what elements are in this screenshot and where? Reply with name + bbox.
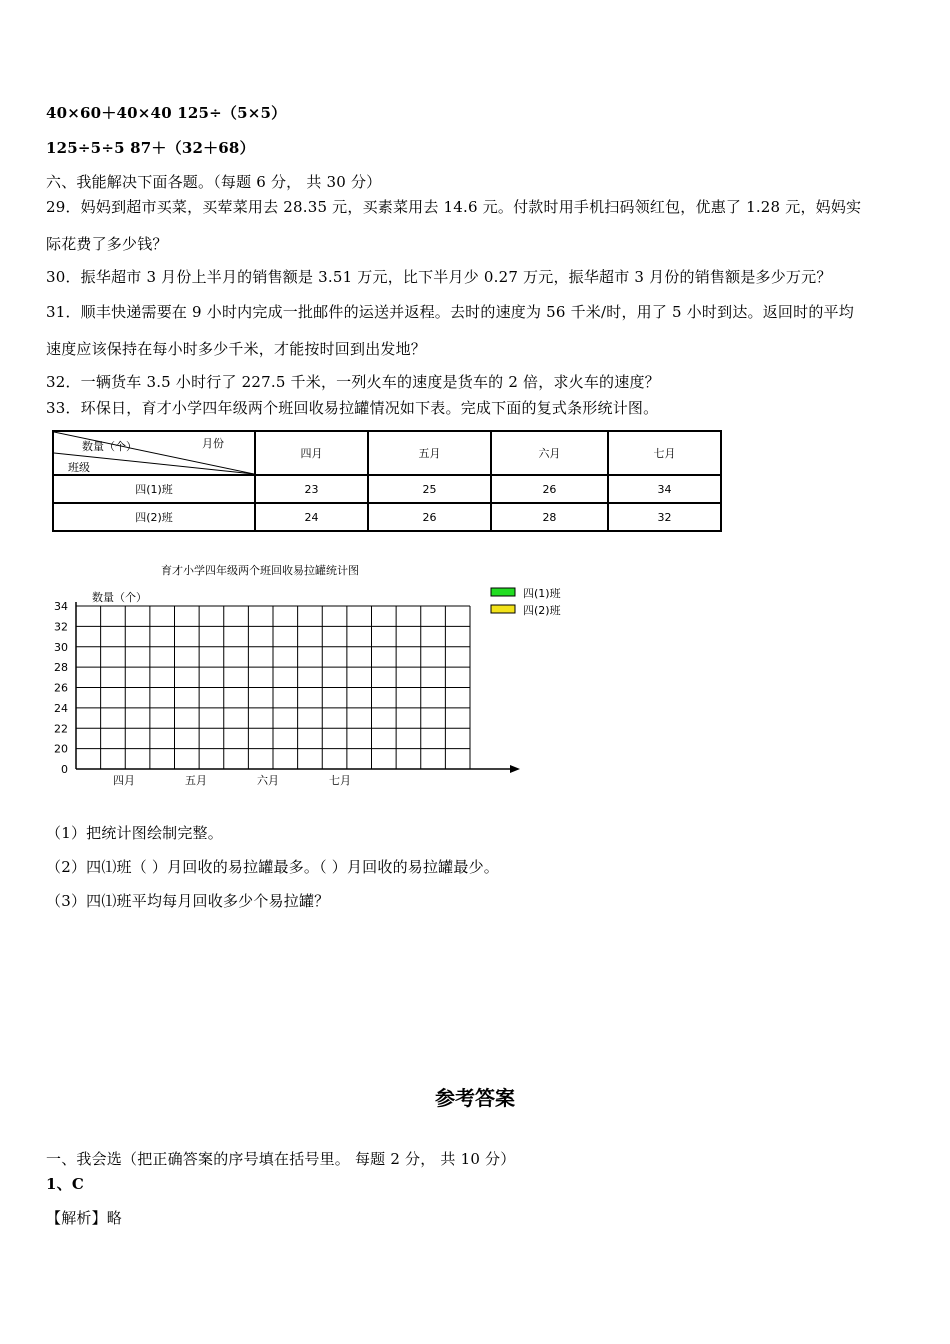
sub-question-1: （1）把统计图绘制完整。 <box>46 824 223 842</box>
question-30: 30．振华超市 3 月份上半月的销售额是 3.51 万元，比下半月少 0.27 万元，振华超市 3 月份的销售额是多少万元？ <box>46 268 832 286</box>
y-tick-label: 30 <box>54 640 68 654</box>
header-month-cell: 四月 <box>255 431 368 475</box>
y-tick-label: 32 <box>54 620 68 634</box>
table-cell: 26 <box>368 503 491 531</box>
legend-swatch <box>491 588 515 596</box>
x-tick-label: 六月 <box>257 774 279 787</box>
question-33: 33．环保日，育才小学四年级两个班回收易拉罐情况如下表。完成下面的复式条形统计图。 <box>46 399 659 417</box>
answer-analysis: 【解析】略 <box>46 1209 123 1227</box>
chart-title: 育才小学四年级两个班回收易拉罐统计图 <box>161 564 359 577</box>
table-row <box>53 503 721 531</box>
sub-question-3: （3）四⑴班平均每月回收多少个易拉罐？ <box>46 892 330 910</box>
table-cell: 25 <box>368 475 491 503</box>
table-cell: 34 <box>608 475 721 503</box>
question-31-line-1: 31．顺丰快递需要在 9 小时内完成一批邮件的运送并返程。去时的速度为 56 千米/时，用了 5 小时到达。返回时的平均 <box>46 303 854 321</box>
table-diagonal-header <box>53 431 255 475</box>
table-row <box>53 475 721 503</box>
y-tick-label: 0 <box>61 763 68 776</box>
y-tick-label: 20 <box>54 742 68 756</box>
question-29-line-2: 际花费了多少钱？ <box>46 235 168 253</box>
y-tick-label: 28 <box>54 661 68 675</box>
calc-line-2: 125÷5÷5 87＋（32＋68） <box>46 139 255 157</box>
table-cell: 32 <box>608 503 721 531</box>
table-cell: 28 <box>491 503 608 531</box>
answer-1: 1、C <box>46 1175 84 1193</box>
bar-chart <box>40 556 600 796</box>
sub-question-2: （2）四⑴班（ ）月回收的易拉罐最多。（ ）月回收的易拉罐最少。 <box>46 858 499 876</box>
table-cell: 26 <box>491 475 608 503</box>
recycling-data-table <box>52 430 722 532</box>
x-tick-label: 四月 <box>113 774 135 787</box>
header-quantity: 数量（个） <box>82 440 137 453</box>
row-class-label: 四(1)班 <box>53 475 255 503</box>
header-month-cell: 六月 <box>491 431 608 475</box>
row-class-label: 四(2)班 <box>53 503 255 531</box>
calc-line-1: 40×60＋40×40 125÷（5×5） <box>46 104 287 122</box>
answer-section-1-heading: 一、我会选（把正确答案的序号填在括号里。 每题 2 分， 共 10 分） <box>46 1150 516 1168</box>
header-class: 班级 <box>68 461 90 474</box>
legend-swatch <box>491 605 515 613</box>
header-month: 月份 <box>202 437 224 450</box>
question-29-line-1: 29．妈妈到超市买菜，买荤菜用去 28.35 元，买素菜用去 14.6 元。付款时用手机扫码领红包，优惠了 1.28 元，妈妈实 <box>46 198 862 216</box>
y-tick-label: 26 <box>54 681 68 695</box>
question-31-line-2: 速度应该保持在每小时多少千米，才能按时回到出发地？ <box>46 340 427 358</box>
y-tick-label: 22 <box>54 722 68 736</box>
x-tick-label: 七月 <box>329 774 351 787</box>
question-32: 32．一辆货车 3.5 小时行了 227.5 千米，一列火车的速度是货车的 2 倍，求火车的速度？ <box>46 373 660 391</box>
answer-key-title: 参考答案 <box>435 1086 515 1110</box>
y-tick-label: 34 <box>54 600 68 613</box>
header-month-cell: 五月 <box>368 431 491 475</box>
table-cell: 24 <box>255 503 368 531</box>
table-cell: 23 <box>255 475 368 503</box>
header-month-cell: 七月 <box>608 431 721 475</box>
legend-label: 四(1)班 <box>523 587 561 600</box>
section-6-heading: 六、我能解决下面各题。（每题 6 分， 共 30 分） <box>46 173 382 191</box>
legend-label: 四(2)班 <box>523 604 561 617</box>
x-tick-label: 五月 <box>185 774 207 787</box>
y-axis-label: 数量（个） <box>92 591 147 604</box>
y-tick-label: 24 <box>54 701 68 715</box>
x-axis-arrow <box>510 765 520 773</box>
